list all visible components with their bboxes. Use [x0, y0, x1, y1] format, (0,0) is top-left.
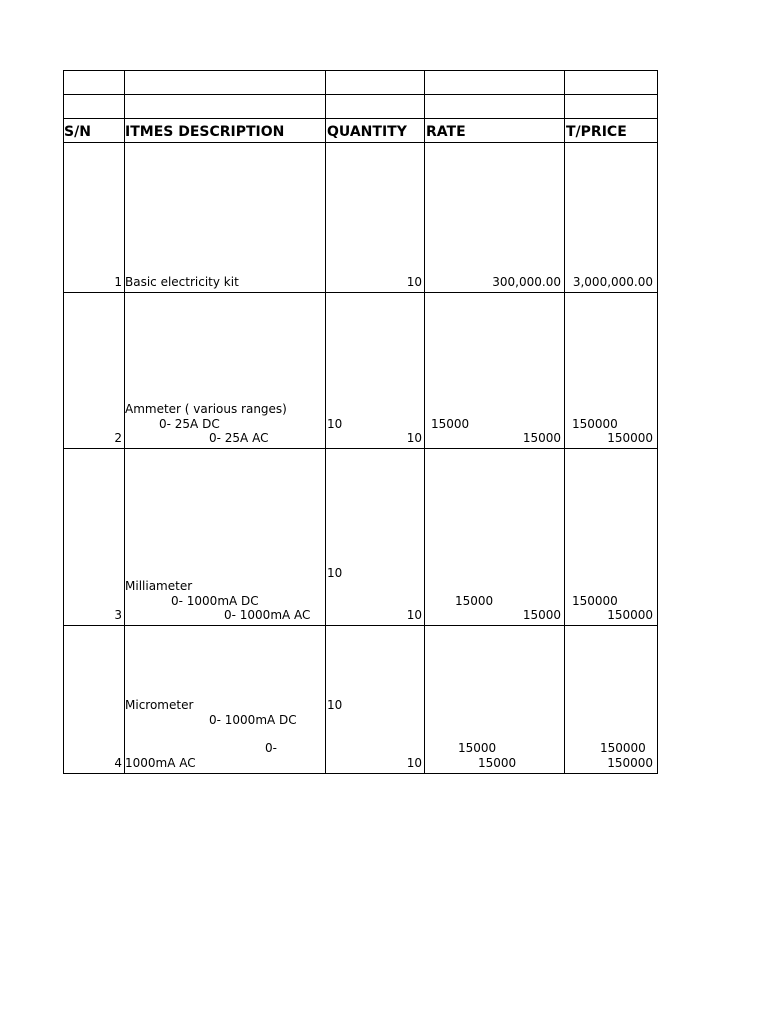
row-1-description: Basic electricity kit — [125, 275, 239, 289]
row-4-sn: 4 — [114, 756, 122, 770]
grid-line — [63, 94, 658, 95]
row-1-rate: 300,000.00 — [492, 275, 561, 289]
row-2-quantity-b: 10 — [406, 431, 422, 445]
row-4-description-range-ac-end: 1000mA AC — [125, 756, 196, 770]
header-quantity: QUANTITY — [327, 124, 407, 140]
row-3-rate-b: 15000 — [522, 608, 561, 622]
header-sn: S/N — [64, 124, 91, 140]
grid-line — [657, 70, 658, 774]
row-2-description-range-ac: 0- 25A AC — [209, 431, 269, 445]
row-4-quantity-b: 10 — [406, 756, 422, 770]
row-3-rate-a: 15000 — [455, 594, 494, 608]
row-2-description: Ammeter ( various ranges) — [125, 402, 287, 416]
row-3-sn: 3 — [114, 608, 122, 622]
row-2-total-price-a: 150000 — [572, 417, 618, 431]
grid-line — [424, 70, 425, 774]
row-3-description-range-dc: 0- 1000mA DC — [171, 594, 259, 608]
row-2-rate-b: 15000 — [522, 431, 561, 445]
row-4-quantity-a: 10 — [327, 698, 343, 712]
row-4-total-price-b: 150000 — [607, 756, 653, 770]
row-4-rate-b: 15000 — [478, 756, 517, 770]
row-3-description: Milliameter — [125, 579, 193, 593]
grid-line — [63, 625, 658, 626]
grid-line — [325, 70, 326, 774]
row-2-description-range-dc: 0- 25A DC — [159, 417, 220, 431]
row-3-description-range-ac: 0- 1000mA AC — [224, 608, 311, 622]
grid-line — [63, 118, 658, 119]
row-4-total-price-a: 150000 — [600, 741, 646, 755]
grid-line — [63, 448, 658, 449]
row-1-sn: 1 — [114, 275, 122, 289]
row-4-description: Micrometer — [125, 698, 194, 712]
row-2-rate-a: 15000 — [431, 417, 470, 431]
row-1-quantity: 10 — [406, 275, 422, 289]
header-total-price: T/PRICE — [566, 124, 627, 140]
spreadsheet-table — [63, 70, 658, 774]
row-3-quantity-a: 10 — [327, 566, 343, 580]
row-2-sn: 2 — [114, 431, 122, 445]
grid-line — [63, 773, 658, 774]
grid-line — [124, 70, 125, 774]
grid-line — [63, 292, 658, 293]
row-3-total-price-b: 150000 — [607, 608, 653, 622]
row-4-description-range-dc: 0- 1000mA DC — [209, 713, 297, 727]
row-4-description-range-ac-start: 0- — [265, 741, 277, 755]
grid-line — [63, 142, 658, 143]
row-2-total-price-b: 150000 — [607, 431, 653, 445]
header-rate: RATE — [426, 124, 466, 140]
row-3-quantity-b: 10 — [406, 608, 422, 622]
row-2-quantity-a: 10 — [327, 417, 343, 431]
header-description: ITMES DESCRIPTION — [125, 124, 285, 140]
grid-line — [63, 70, 658, 71]
row-3-total-price-a: 150000 — [572, 594, 618, 608]
grid-line — [564, 70, 565, 774]
row-1-total-price: 3,000,000.00 — [572, 275, 653, 289]
row-4-rate-a: 15000 — [458, 741, 497, 755]
grid-line — [63, 70, 64, 774]
